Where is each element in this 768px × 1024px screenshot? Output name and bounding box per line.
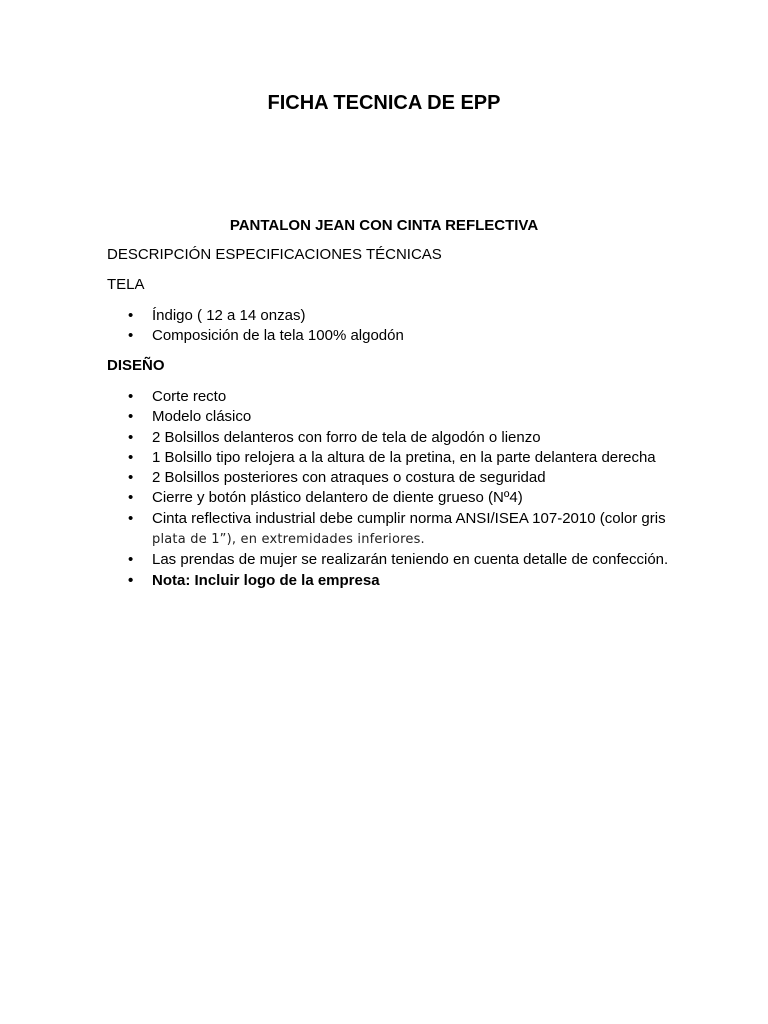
- list-item: [0, 306, 752, 326]
- fabric-list: [0, 306, 752, 347]
- list-item: [0, 468, 752, 488]
- list-item: [0, 550, 752, 570]
- list-item-text: Índigo ( 12 a 14 onzas): [152, 307, 306, 324]
- list-item: [0, 387, 752, 407]
- list-item: [0, 509, 752, 529]
- fabric-heading: TELA: [107, 276, 145, 293]
- bullet-icon: •: [128, 307, 134, 324]
- bullet-icon: •: [128, 327, 134, 345]
- list-item: [0, 326, 752, 346]
- list-item: [0, 428, 752, 448]
- bullet-icon: •: [128, 469, 134, 487]
- list-item: [0, 407, 752, 427]
- product-subtitle: PANTALON JEAN CON CINTA REFLECTIVA: [229, 217, 539, 234]
- bullet-icon: •: [128, 509, 134, 527]
- list-item-text: Modelo clásico: [152, 408, 252, 426]
- bullet-icon: •: [128, 489, 134, 507]
- list-item-text: Composición de la tela 100% algodón: [152, 327, 404, 345]
- list-item-text: 2 Bolsillos posteriores con atraques o costura de seguridad: [152, 469, 546, 487]
- design-list: [0, 387, 752, 591]
- bullet-icon: •: [128, 428, 134, 446]
- list-item-text: 2 Bolsillos delanteros con forro de tela de algodón o lienzo: [152, 428, 541, 446]
- list-item-text: Cinta reflectiva industrial debe cumplir norma ANSI/ISEA 107-2010 (color gris: [152, 509, 666, 527]
- bullet-icon: •: [128, 388, 134, 405]
- page-title: FICHA TECNICA DE EPP: [267, 92, 501, 114]
- list-item-text: 1 Bolsillo tipo relojera a la altura de la pretina, en la parte delantera derecha: [152, 448, 656, 466]
- description-heading: DESCRIPCIÓN ESPECIFICACIONES TÉCNICAS: [107, 246, 442, 263]
- list-item-text: plata de 1”), en extremidades inferiores.: [152, 532, 425, 548]
- note-text: Nota: Incluir logo de la empresa: [152, 571, 380, 589]
- list-item: [0, 488, 752, 508]
- list-item: [0, 571, 752, 591]
- list-item: [0, 448, 752, 468]
- bullet-icon: •: [128, 571, 134, 589]
- list-item-continuation: [0, 529, 752, 550]
- list-item-text: Cierre y botón plástico delantero de diente grueso (Nº4): [152, 489, 523, 507]
- design-heading: DISEÑO: [107, 357, 165, 374]
- bullet-icon: •: [128, 551, 134, 569]
- bullet-icon: •: [128, 408, 134, 426]
- bullet-icon: •: [128, 448, 134, 466]
- list-item-text: Corte recto: [152, 388, 227, 405]
- list-item-text: Las prendas de mujer se realizarán teniendo en cuenta detalle de confección.: [152, 551, 669, 569]
